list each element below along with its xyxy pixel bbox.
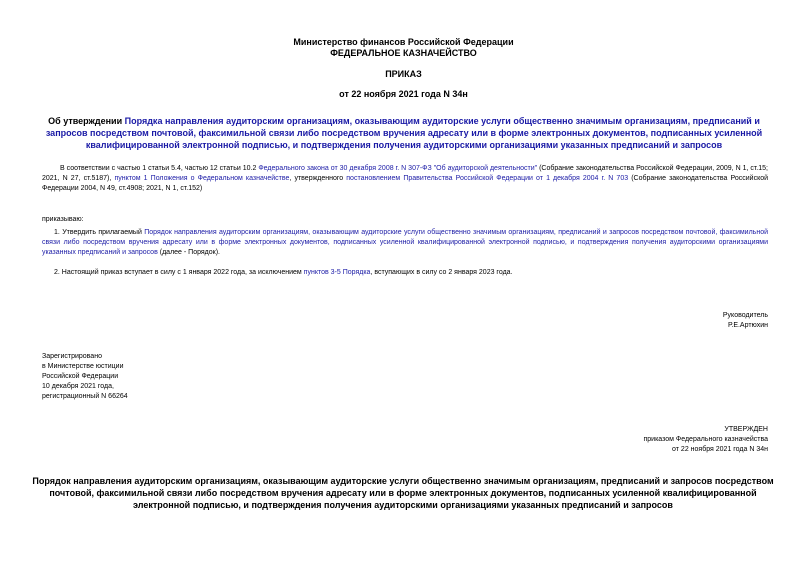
preamble (42, 164, 768, 194)
approved-line: УТВЕРЖДЕН (724, 426, 768, 433)
government-decree-link[interactable]: постановлением Правительства Российской Федерации от 1 декабря 2004 г. N 703 (346, 175, 629, 182)
item1-text-2: (далее - Порядок). (157, 249, 221, 256)
approved-line: от 22 ноября 2021 года N 34н (672, 446, 768, 453)
preamble-text-1: В соответствии с частью 1 статьи 5.4, частью 12 статьи 10.2 (60, 165, 259, 172)
preamble-text-2: (Собрание законодательства Российской Федерации, 2009, N 1, ст.15; 2021, N 27, ст.5187), (42, 165, 768, 182)
title-link[interactable]: Порядка направления аудиторским организациям, оказывающим аудиторские услуги общественно значимым организациям, предписаний и запросов посредством почтовой, факсимильной связи либо посредством вручения адресату или в форме электронных документов, подписанных усиленной квалифицированной электронной подписью, и подтверждения получения аудиторскими организациями указанных предписаний и запросов (45, 116, 763, 150)
appendix-title: Порядок направления аудиторским организациям, оказывающим аудиторские услуги общественно значимым организациям, предписаний и запросов посредством почтовой, факсимильной связи либо посредством вручения адресату или в форме электронных документов, подписанных усиленной квалифицированной электронной подписью, и подтверждения получения аудиторскими организациями указанных предписаний и запросов (32, 476, 774, 510)
approved-block (560, 425, 768, 455)
document-type: ПРИКАЗ (385, 69, 422, 79)
registration-line: в Министерстве юстиции (42, 363, 124, 370)
item1-text-1: 1. Утвердить прилагаемый (54, 229, 145, 236)
preamble-text-4: (Собрание законодательства Российской Федерации 2004, N 49, ст.4908; 2021, N 1, ст.152) (42, 175, 769, 192)
agency-name: ФЕДЕРАЛЬНОЕ КАЗНАЧЕЙСТВО (330, 48, 477, 58)
ministry-name: Министерство финансов Российской Федерации (293, 37, 514, 47)
signature-name: Р.Е.Артюхин (728, 322, 768, 329)
points-3-5-link[interactable]: пунктов 3-5 Порядка (303, 269, 371, 276)
item2-text-1: 2. Настоящий приказ вступает в силу с 1 января 2022 года, за исключением (54, 269, 304, 276)
approved-line: приказом Федерального казначейства (643, 436, 768, 443)
registration-block (42, 352, 128, 402)
item-2 (54, 268, 513, 278)
treasury-regulation-link[interactable]: пунктом 1 Положения о Федеральном казначействе (114, 175, 290, 182)
registration-line: Зарегистрировано (42, 353, 102, 360)
signature-role: Руководитель (722, 312, 768, 319)
item2-text-2: , вступающих в силу со 2 января 2023 года. (370, 269, 513, 276)
law-307-link[interactable]: Федерального закона от 30 декабря 2008 г. N 307-ФЗ "Об аудиторской деятельности" (258, 165, 538, 172)
procedure-link[interactable]: Порядок направления аудиторским организациям, оказывающим аудиторские услуги общественно значимым организациям, предписаний и запросов посредством почтовой, факсимильной связи либо посредством вручения адресату или в форме электронных документов, подписанных усиленной квалифицированной электронной подписью, и подтверждения получения аудиторскими организациями указанных предписаний и запросов (42, 229, 768, 256)
title-prefix: Об утверждении (48, 116, 125, 126)
registration-line: Российской Федерации (42, 373, 119, 380)
registration-line: регистрационный N 66264 (42, 393, 128, 400)
preamble-text-3: , утвержденного (289, 175, 347, 182)
order-word: приказываю: (42, 216, 84, 223)
registration-line: 10 декабря 2021 года, (42, 383, 114, 390)
order-title (44, 115, 764, 151)
document-date: от 22 ноября 2021 года N 34н (339, 89, 468, 99)
item-1 (42, 228, 768, 258)
